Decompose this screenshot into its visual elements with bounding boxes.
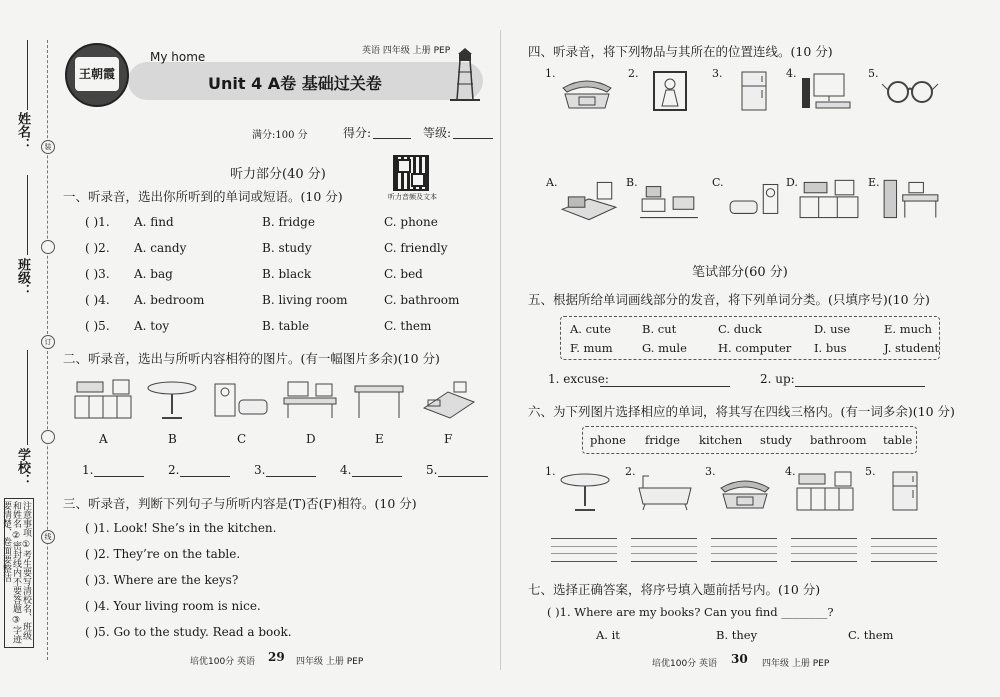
sec7-option-a[interactable]: A. it (596, 628, 620, 642)
sec1-option-b[interactable]: B. living room (262, 293, 348, 307)
sec2-blank-number: 3. (254, 463, 266, 477)
sec6-writing-lines[interactable] (631, 538, 697, 562)
sec6-picture-number: 2. (625, 465, 636, 478)
sec4-room-label: B. (626, 176, 638, 189)
sec6-picture-number: 5. (865, 465, 876, 478)
page-title: Unit 4 A卷 基础过关卷 (208, 74, 382, 93)
sec2-answer-field[interactable] (266, 476, 316, 477)
binding-mark-2: 订 (41, 335, 55, 349)
name-field[interactable] (27, 40, 28, 110)
picture-frame-icon (640, 70, 700, 116)
sec3-statement[interactable]: ( )3. Where are the keys? (85, 573, 239, 587)
sec3-title: 三、听录音，判断下列句子与所听内容是(T)否(F)相符。(10 分) (63, 496, 417, 511)
sec4-item-number: 1. (545, 67, 556, 80)
sec2-answer-field[interactable] (352, 476, 402, 477)
sec1-item-number[interactable]: ( )3. (85, 267, 110, 281)
sec6-word: table (883, 433, 913, 447)
sec3-statement[interactable]: ( )5. Go to the study. Read a book. (85, 625, 292, 639)
sec3-statement[interactable]: ( )4. Your living room is nice. (85, 599, 261, 613)
binding-mark-1: 装 (41, 140, 55, 154)
sec5-word: D. use (814, 322, 851, 336)
sec1-option-b[interactable]: B. study (262, 241, 312, 255)
grade-field[interactable] (453, 138, 493, 139)
sec2-blank-number: 5. (426, 463, 438, 477)
sec4-item-number: 3. (712, 67, 723, 80)
footer-left-rest: 四年级 上册 PEP (296, 657, 364, 667)
sec1-item-number[interactable]: ( )2. (85, 241, 110, 255)
sec6-picture-number: 1. (545, 465, 556, 478)
sec6-writing-lines[interactable] (791, 538, 857, 562)
sec5-word: F. mum (570, 341, 613, 355)
sec5-q2: 2. up: (760, 372, 795, 386)
binding-mark-3: 线 (41, 530, 55, 544)
name-label: 姓名： (15, 112, 30, 151)
sec1-option-a[interactable]: A. bag (134, 267, 173, 281)
bathroom-icon (211, 378, 271, 424)
school-label: 学校： (15, 448, 30, 487)
school-field[interactable] (27, 350, 28, 445)
kitchen-scene-icon (798, 178, 860, 226)
sec1-item-number[interactable]: ( )1. (85, 215, 110, 229)
sec5-word: E. much (884, 322, 932, 336)
full-score: 满分:100 分 (252, 130, 308, 141)
writing-title: 笔试部分(60 分) (692, 265, 788, 280)
sec5-word: H. computer (718, 341, 792, 355)
sec4-room-label: E. (868, 176, 880, 189)
sec2-answer-field[interactable] (94, 476, 144, 477)
phone-icon (715, 470, 775, 516)
sec5-word: I. bus (814, 341, 847, 355)
sec2-title: 二、听录音，选出与所听内容相符的图片。(有一幅图片多余)(10 分) (63, 351, 440, 366)
sec6-writing-lines[interactable] (711, 538, 777, 562)
bathroom-scene-icon (724, 178, 786, 226)
listening-title: 听力部分(40 分) (230, 167, 326, 182)
sec4-item-number: 5. (868, 67, 879, 80)
sec3-statement[interactable]: ( )2. They’re on the table. (85, 547, 241, 561)
footer-left-text: 培优100分 英语 (190, 657, 256, 667)
sec4-room-label: A. (546, 176, 558, 189)
sec4-room-label: C. (712, 176, 724, 189)
footer-right-text: 培优100分 英语 (652, 659, 718, 669)
lighthouse-icon (450, 48, 480, 104)
kitchen-icon (795, 470, 855, 516)
sec5-word: C. duck (718, 322, 762, 336)
fridge-icon (875, 470, 935, 516)
sec6-picture-number: 3. (705, 465, 716, 478)
sec1-option-c[interactable]: C. friendly (384, 241, 448, 255)
sec7-option-c[interactable]: C. them (848, 628, 894, 642)
round-table-icon (142, 378, 202, 424)
study-icon (280, 378, 340, 424)
sec4-item-number: 4. (786, 67, 797, 80)
sec6-writing-lines[interactable] (551, 538, 617, 562)
glasses-icon (880, 70, 940, 116)
sec3-statement[interactable]: ( )1. Look! She’s in the kitchen. (85, 521, 277, 535)
desk-icon (349, 378, 409, 424)
score-field[interactable] (373, 138, 411, 139)
sec7-title: 七、选择正确答案，将序号填入题前括号内。(10 分) (528, 582, 821, 597)
sec1-option-c[interactable]: C. them (384, 319, 432, 333)
sec4-room-label: D. (786, 176, 798, 189)
sec6-writing-lines[interactable] (871, 538, 937, 562)
sec7-option-b[interactable]: B. they (716, 628, 758, 642)
sec5-title: 五、根据所给单词画线部分的发音，将下列单词分类。(只填序号)(10 分) (528, 292, 930, 307)
kitchen-icon (73, 378, 133, 424)
sec2-picture-label: C (237, 432, 247, 446)
sec1-option-c[interactable]: C. phone (384, 215, 438, 229)
footer-right-rest: 四年级 上册 PEP (762, 659, 830, 669)
qr-caption: 听力音频及文本 (388, 193, 437, 201)
living-room-scene-icon (638, 178, 700, 226)
sec1-option-c[interactable]: C. bathroom (384, 293, 460, 307)
sec1-option-b[interactable]: B. black (262, 267, 312, 281)
sec6-word: kitchen (699, 433, 743, 447)
page-divider (500, 30, 501, 670)
sec2-picture-label: B (168, 432, 177, 446)
footer-right-page: 30 (731, 652, 748, 666)
sec6-word: bathroom (810, 433, 867, 447)
sec4-item-number: 2. (628, 67, 639, 80)
binding-mark-circle-2 (41, 430, 55, 444)
notice-box: 注意事项 ①考生要写清校名、班级和姓名 ②密封线内不要答题 ③字迹要清楚、卷面要整洁 (4, 498, 34, 648)
class-label: 班级： (15, 258, 30, 297)
study-scene-icon (880, 178, 942, 226)
binding-mark-circle-1 (41, 240, 55, 254)
sec2-answer-field[interactable] (438, 476, 488, 477)
sec5-word: A. cute (570, 322, 611, 336)
sec5-q1-field[interactable] (600, 386, 730, 387)
computer-icon (798, 70, 858, 116)
sec1-option-a[interactable]: A. bedroom (134, 293, 205, 307)
sec7-q1[interactable]: ( )1. Where are my books? Can you find ________? (547, 605, 834, 619)
sec1-item-number[interactable]: ( )4. (85, 293, 110, 307)
sec5-q1: 1. excuse: (548, 372, 609, 386)
sec1-title: 一、听录音，选出你所听到的单词或短语。(10 分) (63, 189, 343, 204)
sec2-picture-label: A (99, 432, 108, 446)
sec2-blank-number: 4. (340, 463, 352, 477)
sec2-picture-label: D (306, 432, 316, 446)
sec2-picture-label: F (444, 432, 453, 446)
grade-label: 等级: (423, 126, 452, 140)
fridge-icon (724, 70, 784, 116)
bedroom-scene-icon (558, 178, 620, 226)
sec5-word: G. mule (642, 341, 687, 355)
sec6-word: study (760, 433, 792, 447)
sec5-word: J. student (884, 341, 940, 355)
sec2-blank-number: 2. (168, 463, 180, 477)
sec1-option-b[interactable]: B. table (262, 319, 310, 333)
sec1-option-a[interactable]: A. candy (134, 241, 187, 255)
sec6-picture-number: 4. (785, 465, 796, 478)
score-label: 得分: (343, 126, 372, 140)
sec6-word: phone (590, 433, 626, 447)
sec1-option-c[interactable]: C. bed (384, 267, 423, 281)
sec1-item-number[interactable]: ( )5. (85, 319, 110, 333)
sec2-picture-label: E (375, 432, 384, 446)
sec6-word: fridge (645, 433, 680, 447)
sec2-answer-field[interactable] (180, 476, 230, 477)
brand-seal-icon (65, 43, 129, 107)
footer-left-page: 29 (268, 650, 285, 664)
bathtub-icon (635, 470, 695, 516)
round-table-icon (555, 470, 615, 516)
header-tags: 英语 四年级 上册 PEP (362, 46, 451, 56)
living-room-icon (418, 378, 478, 424)
sec1-option-b[interactable]: B. fridge (262, 215, 315, 229)
sec5-q2-field[interactable] (795, 386, 925, 387)
qr-code-icon[interactable] (393, 155, 429, 191)
unit-name: My home (150, 50, 206, 64)
sec4-title: 四、听录音，将下列物品与其所在的位置连线。(10 分) (528, 44, 833, 59)
phone-icon (557, 70, 617, 116)
sec6-title: 六、为下列图片选择相应的单词，将其写在四线三格内。(有一词多余)(10 分) (528, 404, 955, 419)
sec1-option-a[interactable]: A. find (134, 215, 174, 229)
sec2-blank-number: 1. (82, 463, 94, 477)
class-field[interactable] (27, 175, 28, 255)
sec5-word: B. cut (642, 322, 677, 336)
brand-name: 王朝霞 (75, 57, 119, 91)
sec1-option-a[interactable]: A. toy (134, 319, 170, 333)
binding-line (47, 40, 48, 660)
